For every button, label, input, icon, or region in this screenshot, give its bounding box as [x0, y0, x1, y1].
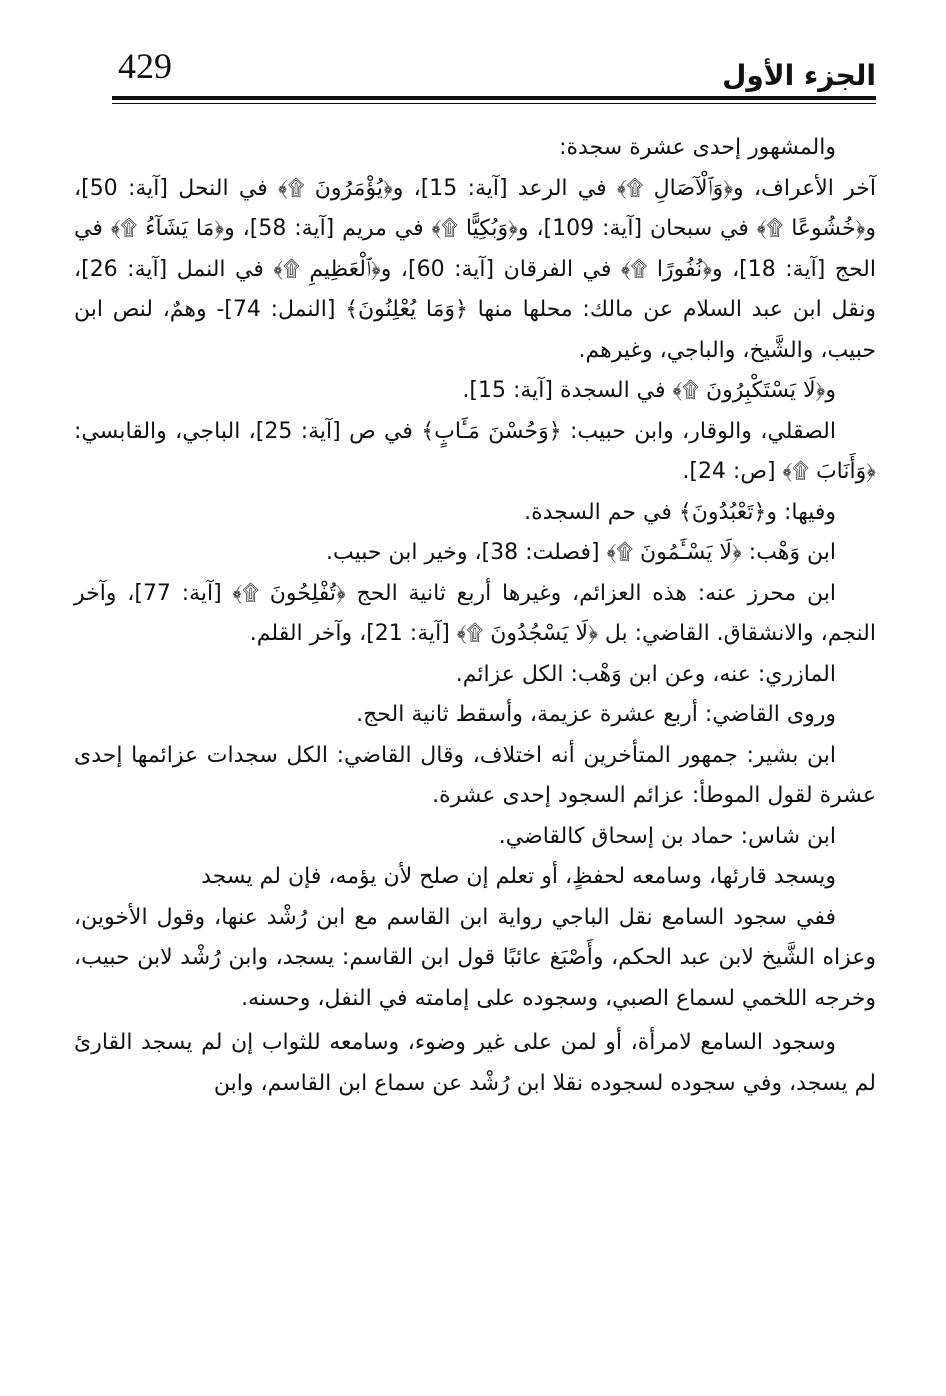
paragraph: ابن بشير: جمهور المتأخرين أنه اختلاف، وقال القاضي: الكل سجدات عزائمها إحدى عشرة لقول الموطأ: عزائم السجود إحدى عشرة.: [74, 742, 876, 808]
header-rule-thin: [112, 103, 876, 104]
running-head-title: الجزء الأول: [722, 59, 876, 92]
paragraph: ففي سجود السامع نقل الباجي رواية ابن القاسم مع ابن رُشْد عنها، وقول الأخوين، وعزاه الشَّيخ لابن عبد الحكم، وأَصْبَغ عائبًا قول ابن القاسم: يسجد، وابن رُشْد لابن حبيب، وخرجه اللخمي لسماع الصبي، وسجوده على إمامته في النفل، وحسنه.: [74, 904, 876, 1011]
paragraph: ابن وَهْب: ﴿لَا يَسْـَٔمُونَ ۩﴾ [فصلت: 38]، وخير ابن حبيب.: [326, 540, 836, 565]
paragraph: وسجود السامع لامرأة، أو لمن على غير وضوء، وسامعه للثواب إن لم يسجد القارئ لم يسجد، وفي سجوده لسجوده نقلا ابن رُشْد عن سماع ابن القاسم، وابن: [74, 1030, 876, 1096]
paragraph: و﴿لَا يَسْتَكْبِرُونَ ۩﴾ في السجدة [آية: 15].: [462, 378, 836, 403]
paragraph: ابن شاس: حماد بن إسحاق كالقاضي.: [498, 823, 836, 849]
paragraph: آخر الأعراف، و﴿وَٱلْآصَالِ ۩﴾ في الرعد [آية: 15]، و﴿يُؤْمَرُونَ ۩﴾ في النحل [آية: 50]، و﴿خُشُوعًا ۩﴾ في سبحان [آية: 109]، و﴿وَبُكِيًّا ۩﴾ في مريم [آية: 58]، و﴿مَا يَشَآءُ ۩﴾ في الحج [آية: 18]، و﴿نُفُورًا ۩﴾ في الفرقان [آية: 60]، و﴿ٱلْعَظِيمِ ۩﴾ في النمل [آية: 26]، ونقل ابن عبد السلام عن مالك: محلها منها ﴿وَمَا يُعْلِنُونَ﴾ [النمل: 74]- وهمٌ، لنص ابن حبيب، والشَّيخ، والباجي، وغيرهم.: [74, 175, 876, 363]
paragraph: ويسجد قارئها، وسامعه لحفظٍ، أو تعلم إن صلح لأن يؤمه، فإن لم يسجد: [201, 864, 836, 889]
paragraph: وفيها: و﴿تَعْبُدُونَ﴾ في حم السجدة.: [524, 499, 836, 525]
paragraph: والمشهور إحدى عشرة سجدة:: [559, 135, 836, 160]
page-number: 429: [118, 46, 172, 86]
paragraph: الصقلي، والوقار، وابن حبيب: ﴿وَحُسْنَ مَـَٔابٍ﴾ في ص [آية: 25]، الباجي، والقابسي: ﴿وَأَنَابَ ۩﴾ [ص: 24].: [74, 418, 876, 484]
header-rule-thick: [112, 96, 876, 100]
body-text: [74, 128, 876, 1104]
paragraph: المازري: عنه، وعن ابن وَهْب: الكل عزائم.: [455, 661, 836, 687]
paragraph: وروى القاضي: أربع عشرة عزيمة، وأسقط ثانية الحج.: [356, 702, 836, 727]
paragraph: ابن محرز عنه: هذه العزائم، وغيرها أربع ثانية الحج ﴿تُفْلِحُونَ ۩﴾ [آية: 77]، وآخر النجم، والانشقاق. القاضي: بل ﴿لَا يَسْجُدُونَ ۩﴾ [آية: 21]، وآخر القلم.: [74, 580, 876, 646]
